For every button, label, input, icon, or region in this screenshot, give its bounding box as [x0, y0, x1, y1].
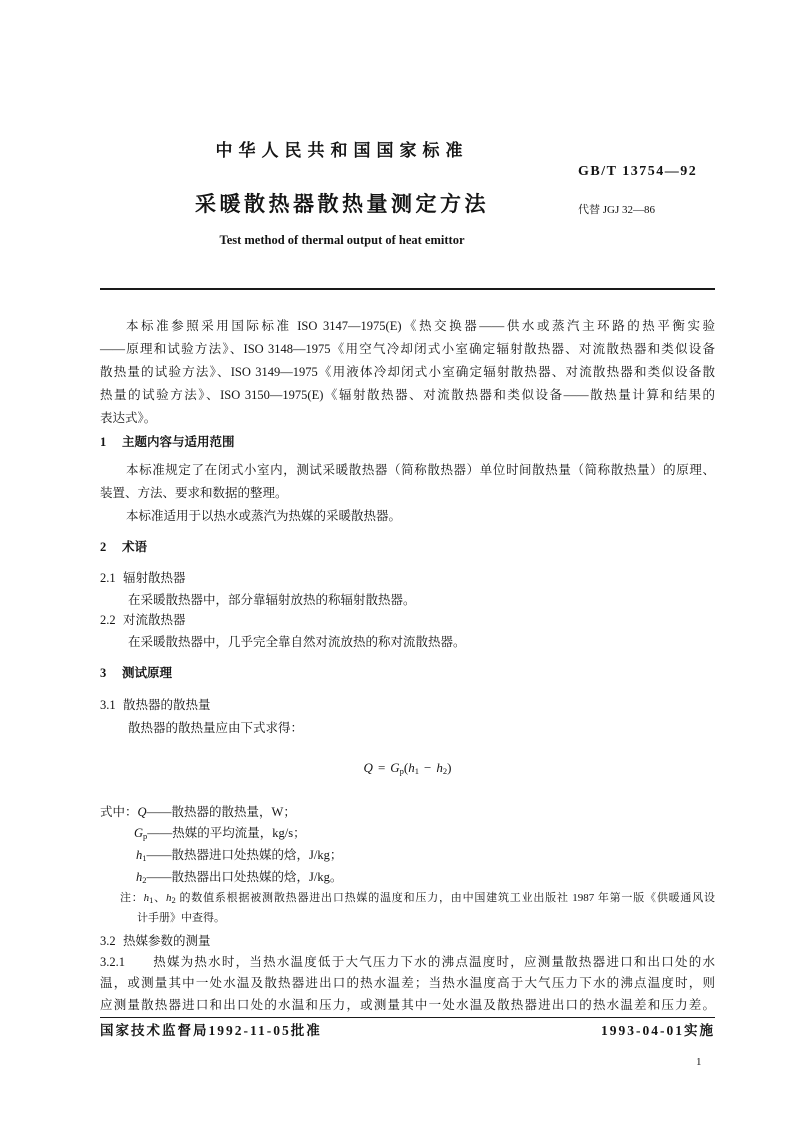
intro-line: 本标准参照采用国际标准 ISO 3147—1975(E)《热交换器——供水或蒸汽主环路的热平衡实验	[126, 319, 715, 333]
where-subscript: 2	[142, 875, 147, 885]
note-subscript: 2	[171, 895, 176, 905]
formula-sub-2: 2	[442, 766, 448, 776]
section-1-line: 本标准适用于以热水或蒸汽为热媒的采暖散热器。	[126, 509, 402, 523]
section-2-heading	[100, 538, 715, 556]
note-line	[120, 890, 715, 906]
formula-intro-text: 散热器的散热量应由下式求得：	[128, 721, 304, 735]
where-description: ——散热器的散热量，W；	[146, 805, 296, 819]
formula-var-q: Q	[363, 760, 373, 775]
section-number: 2	[100, 540, 107, 554]
section-3-heading	[100, 664, 715, 682]
subsection-title: 热媒参数的测量	[123, 934, 211, 948]
section-1-heading	[100, 433, 715, 451]
subsection-number: 3.1	[100, 698, 116, 712]
approval-date: 国家技术监督局1992-11-05批准	[100, 1023, 322, 1038]
clause-text: 热媒为热水时，当热水温度低于大气压力下水的沸点温度时，应测量散热器进口和出口处的水	[152, 955, 715, 969]
footer-divider	[100, 1017, 715, 1018]
header-divider	[100, 288, 715, 290]
where-symbol: Q	[137, 805, 147, 819]
clause-3-2-1-line: 温，或测量其中一处水温及散热器进出口的热水温差；当热水温度高于大气压力下水的沸点温度时，则	[100, 976, 715, 990]
formula-minus: −	[424, 760, 432, 775]
subsection-number: 3.2	[100, 934, 116, 948]
subsection-3-2-heading	[100, 932, 715, 950]
where-symbol: h	[136, 848, 143, 862]
clause-3-2-1-line: 应测量散热器进口和出口处的水温和压力，或测量其中一处水温及散热器进出口的热水温差和压力差。	[100, 998, 715, 1012]
definition-text: 在采暖散热器中，部分靠辐射放热的称辐射散热器。	[128, 593, 416, 607]
subsection-title: 对流散热器	[123, 613, 186, 627]
note-text: 的数值系根据被测散热器进出口热媒的温度和压力，由中国建筑工业出版社 1987 年第一版《供暖通风设	[178, 892, 716, 904]
where-item	[136, 846, 715, 864]
where-subscript: 1	[142, 853, 147, 863]
definition-text: 在采暖散热器中，几乎完全靠自然对流放热的称对流散热器。	[128, 635, 466, 649]
section-title: 主题内容与适用范围	[122, 435, 235, 449]
note-separator: 、	[153, 892, 166, 904]
formula-equals: =	[377, 760, 386, 775]
subsection-number: 2.2	[100, 613, 116, 627]
intro-line: 散热量的试验方法》、ISO 3149—1975《用液体冷却闭式小室确定辐射散热器、对流散热器和类似设备散	[100, 365, 715, 379]
where-description: ——散热器进口处热媒的焓，J/kg；	[146, 848, 343, 862]
section-1-line: 本标准规定了在闭式小室内，测试采暖散热器（简称散热器）单位时间散热量（简称散热量）的原理、	[126, 463, 715, 477]
subsection-number: 2.1	[100, 571, 116, 585]
clause-number: 3.2.1	[100, 955, 125, 969]
where-item	[134, 824, 715, 842]
where-subscript: p	[143, 831, 148, 841]
page-number: 1	[696, 1056, 702, 1068]
intro-line: 表达式》。	[100, 411, 157, 425]
document-title-en: Test method of thermal output of heat emittor	[219, 233, 465, 247]
effective-date: 1993-04-01实施	[601, 1023, 715, 1038]
where-description: ——散热器出口处热媒的焓，J/kg。	[146, 870, 343, 884]
section-number: 3	[100, 666, 107, 680]
where-description: ——热媒的平均流量，kg/s；	[147, 826, 306, 840]
where-item	[136, 868, 715, 886]
clause-3-2-1-line	[100, 953, 715, 971]
document-title-cn: 采暖散热器散热量测定方法	[195, 192, 489, 216]
intro-line: ——原理和试验方法》、ISO 3148—1975《用空气冷却闭式小室确定辐射散热器、对流散热器和类似设备	[100, 342, 715, 356]
formula-var-h1: h	[408, 760, 415, 775]
note-continuation: 计手册》中查得。	[137, 912, 225, 924]
note-label: 注：	[120, 892, 144, 904]
formula-sub-1: 1	[414, 766, 420, 776]
where-symbol: h	[136, 870, 143, 884]
where-label: 式中：	[100, 805, 138, 819]
subsection-3-1-heading	[100, 696, 715, 714]
formula-open-paren: (	[403, 760, 409, 775]
note-var: h	[143, 892, 150, 904]
subsection-2-2-heading	[100, 611, 715, 629]
formula-close-paren: )	[447, 760, 452, 775]
where-symbol: G	[134, 826, 144, 840]
intro-line: 热量的试验方法》、ISO 3150—1975(E)《辐射散热器、对流散热器和类似设备——散热量计算和结果的	[100, 388, 715, 402]
subsection-title: 散热器的散热量	[123, 698, 211, 712]
section-number: 1	[100, 435, 107, 449]
section-title: 术语	[122, 540, 148, 554]
section-title: 测试原理	[122, 666, 173, 680]
section-1-line: 装置、方法、要求和数据的整理。	[100, 486, 288, 500]
heat-output-formula	[100, 758, 715, 778]
replaces-standard: 代替 JGJ 32—86	[578, 204, 656, 216]
formula-sub-p: p	[399, 766, 404, 776]
note-subscript: 1	[149, 895, 154, 905]
subsection-2-1-heading	[100, 569, 715, 587]
formula-var-h2: h	[436, 760, 443, 775]
where-item	[100, 803, 715, 821]
subsection-title: 辐射散热器	[123, 571, 186, 585]
note-var: h	[165, 892, 172, 904]
national-standard-heading: 中华人民共和国国家标准	[215, 141, 469, 160]
standard-code: GB/T 13754—92	[578, 164, 698, 179]
formula-var-g: G	[390, 760, 400, 775]
